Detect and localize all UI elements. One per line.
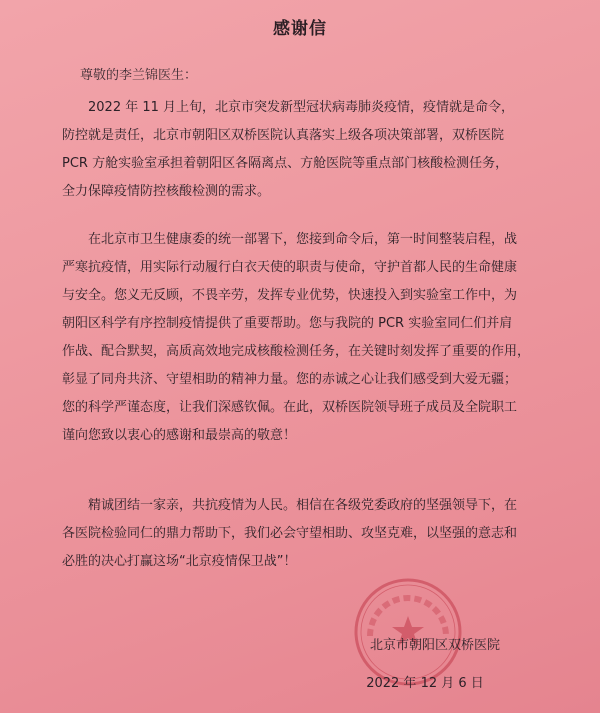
salutation: 尊敬的李兰锦医生： xyxy=(80,68,198,83)
paragraph-line: 作战、配合默契，高质高效地完成核酸检测任务，在关键时刻发挥了重要的作用， xyxy=(62,344,531,359)
paragraph-line: 朝阳区科学有序控制疫情提供了重要帮助。您与我院的 PCR 实验室同仁们并肩 xyxy=(62,316,513,331)
paragraph-line: PCR 方舱实验室承担着朝阳区各隔离点、方舱医院等重点部门核酸检测任务， xyxy=(62,156,509,171)
paragraph-line: 彰显了同舟共济、守望相助的精神力量。您的赤诚之心让我们感受到大爱无疆； xyxy=(62,372,518,387)
paragraph-line: 与安全。您义无反顾，不畏辛劳，发挥专业优势，快速投入到实验室工作中，为 xyxy=(62,288,518,303)
paragraph-2 xyxy=(62,226,562,450)
letter-title: 感谢信 xyxy=(273,19,327,39)
paragraph-1 xyxy=(62,94,562,206)
paragraph-line: 严寒抗疫情，用实际行动履行白衣天使的职责与使命，守护首都人民的生命健康 xyxy=(62,260,518,275)
paragraph-line: 各医院检验同仁的鼎力帮助下，我们必会守望相助、攻坚克难，以坚强的意志和 xyxy=(62,526,518,541)
paragraph-line: 谨向您致以衷心的感谢和最崇高的敬意！ xyxy=(62,428,297,443)
paragraph-line: 在北京市卫生健康委的统一部署下，您接到命令后，第一时间整装启程，战 xyxy=(88,232,518,247)
paragraph-line: 2022 年 11 月上旬，北京市突发新型冠状病毒肺炎疫情，疫情就是命令， xyxy=(88,100,515,115)
paragraph-line: 精诚团结一家亲，共抗疫情为人民。相信在各级党委政府的坚强领导下，在 xyxy=(88,498,518,513)
paragraph-3 xyxy=(62,492,562,576)
paragraph-line: 您的科学严谨态度，让我们深感钦佩。在此，双桥医院领导班子成员及全院职工 xyxy=(62,400,518,415)
paragraph-line: 防控就是责任，北京市朝阳区双桥医院认真落实上级各项决策部署，双桥医院 xyxy=(62,128,505,143)
paragraph-line: 全力保障疫情防控核酸检测的需求。 xyxy=(62,184,271,199)
paragraph-line: 必胜的决心打赢这场“北京疫情保卫战”！ xyxy=(62,554,297,569)
signature-date: 2022 年 12 月 6 日 xyxy=(366,676,484,691)
signature-organization: 北京市朝阳区双桥医院 xyxy=(369,638,500,653)
